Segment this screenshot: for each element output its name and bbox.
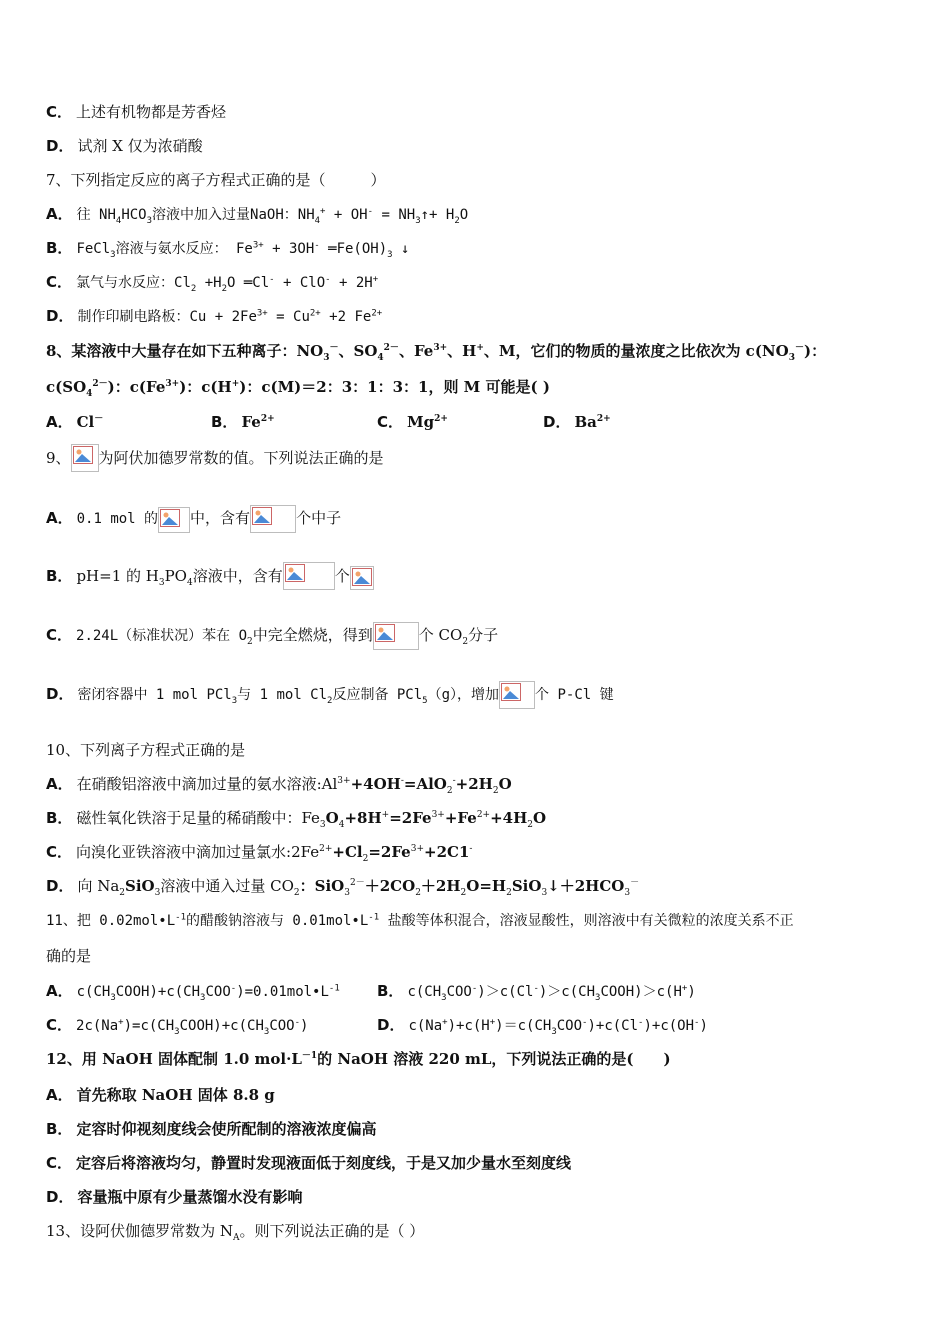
q7-option-a: A． 往 $NH_4HCO_3$溶液中加入过量NaOH：$NH_4^+ + OH^-$ = $NH_3↑+ H_2O$ [46,205,469,226]
broken-image-icon [373,622,419,650]
q11-option-b: B． $c(CH_3COO^-)>c(Cl^-)>c(CH_3COOH)>c(H^+)$ [377,982,696,1003]
q8-option-d: D． $Ba^{2+}$ [543,413,611,431]
option-c-aromatic: C． 上述有机物都是芳香烃 [46,103,227,121]
q12-option-b: B． 定容时仰视刻度线会使所配制的溶液浓度偏高 [46,1120,377,1138]
q8-option-a: A． Cl－ [46,413,104,431]
q10-option-a: A． 在硝酸铝溶液中滴加过量的氨水溶液$:Al^{3+}+4OH^-=AlO_2^-+2H_2O$ [46,775,512,796]
question-11-continued: 确的是 [46,947,92,965]
q9-option-a: A． 0.1 mol 的 中，含有 个中子 [46,504,910,533]
q9-option-b: B． pH=1 的 $H_3PO_4$溶液中，含有 个 [46,562,910,590]
q10-option-d: D． 向 $Na_2SiO_3$溶液中通入过量 $CO_2$：$SiO_3^{2-}+2CO_2+2H_2O=H_2SiO_3↓+2HCO_3^-$ [46,877,640,898]
option-d-reagent: D． 试剂 X 仅为浓硝酸 [46,137,203,155]
question-7: 7、下列指定反应的离子方程式正确的是（ ） [46,171,386,189]
question-9: 9、 为阿伏加德罗常数的值。下列说法正确的是 [46,444,910,472]
question-8: 8、某溶液中大量存在如下五种离子：$NO_3^-$、$SO_4^{2-}$、$Fe^{3+}$、H+、M，它们的物质的量浓度之比依次为 $c(NO_3^-)$： [46,342,827,363]
question-10: 10、下列离子方程式正确的是 [46,741,246,759]
q9-option-d: D． 密闭容器中 1 mol PCl$_3$与 1 mol $Cl_2$反应制备 PCl$_5$（g），增加 个 P-Cl 键 [46,680,910,709]
broken-image-icon [499,681,535,709]
question-8-continued: $c(SO_4^{2-})$：$c(Fe^{3+})$：c(H+)：c(M)＝2：3：1：3：1，则 M 可能是( ) [46,378,550,399]
q8-option-b: B． $Fe^{2+}$ [211,413,275,431]
q7-option-b: B． FeCl$_3$溶液与氨水反应： $Fe^{3+} + 3OH^-$ $═Fe(OH)_3$ ↓ [46,239,410,260]
q10-option-b: B． 磁性氧化铁溶于足量的稀硝酸中：$Fe_3O_4+8H^+=2Fe^{3+}+Fe^{2+}+4H_2O$ [46,809,547,830]
q7-option-c: C． 氯气与水反应：$Cl_2 +H_2O$ ═Cl- + ClO- + 2H+ [46,273,379,294]
q11-option-a: A． $c(CH_3COOH)+c(CH_3COO^-)=0.01mol•L^{-1}$ [46,982,340,1003]
broken-image-icon [250,505,296,533]
q8-option-c: C． $Mg^{2+}$ [377,413,448,431]
question-13: 13、设阿伏伽德罗常数为 $N_A$。则下列说法正确的是（ ） [46,1222,425,1243]
q11-option-c: C． $2c(Na^+)=c(CH_3COOH)+c(CH_3COO^-)$ [46,1016,309,1037]
question-12: 12、用 NaOH 固体配制 1.0 $mol\cdot L^{-1}$的 NaOH 溶液 220 mL，下列说法正确的是( ) [46,1050,671,1068]
q9-option-c: C． 2.24L（标准状况）苯在 $O_2$中完全燃烧，得到 个 $CO_2$分子 [46,621,910,650]
broken-image-icon [283,562,335,590]
q12-option-d: D． 容量瓶中原有少量蒸馏水没有影响 [46,1188,303,1206]
q11-option-d: D． $c(Na^+)+c(H^+)=c(CH_3COO^-)+c(Cl^-)+c(OH^-)$ [377,1016,708,1037]
broken-image-icon [71,444,99,472]
broken-image-icon [350,566,374,590]
broken-image-icon [158,507,190,533]
q12-option-c: C． 定容后将溶液均匀，静置时发现液面低于刻度线，于是又加少量水至刻度线 [46,1154,572,1172]
q12-option-a: A． 首先称取 NaOH 固体 8.8 g [46,1086,275,1104]
question-11: 11、把 $0.02mol•L^{-1}$的醋酸钠溶液与 $0.01mol•L^{-1}$ 盐酸等体积混合，溶液显酸性，则溶液中有关微粒的浓度关系不正 [46,912,794,929]
q7-option-d: D． 制作印刷电路板：$Cu + 2Fe^{3+} = Cu^{2+} +2$ $Fe^{2+}$ [46,307,383,325]
q10-option-c: C． 向溴化亚铁溶液中滴加过量氯水$:2Fe^{2+}+Cl_2=2Fe^{3+}+2C1^-$ [46,843,473,864]
